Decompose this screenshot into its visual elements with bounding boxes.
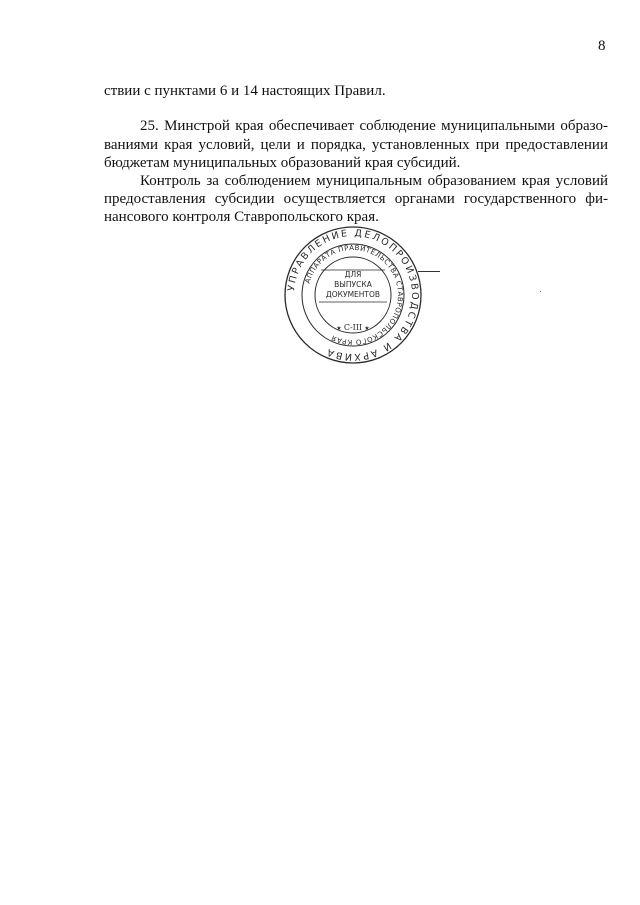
stamp-outer-text: УПРАВЛЕНИЕ ДЕЛОПРОИЗВОДСТВА И АРХИВА <box>286 227 421 363</box>
control-paragraph-line-2: предоставления субсидии осуществляется органами государственного фи- <box>104 191 608 207</box>
stamp-center-line-1: ДЛЯ <box>344 270 362 279</box>
stamp-star-icon: ★ <box>364 325 370 332</box>
text-line-continuation: ствии с пунктами 6 и 14 настоящих Правил. <box>104 83 386 99</box>
control-paragraph-line-1: Контроль за соблюдением муниципальным образованием края условий <box>140 173 608 189</box>
stamp-line-mark <box>418 271 440 272</box>
stamp-center-line-2: ВЫПУСКА <box>334 280 372 289</box>
official-seal-stamp <box>283 225 423 365</box>
paragraph-25-line-2: ваниями края условий, цели и порядка, установленных при предоставлении <box>104 137 608 153</box>
scan-speck <box>540 291 541 292</box>
stamp-code: С-III <box>343 323 363 332</box>
paragraph-25-line-3: бюджетам муниципальных образований края субсидий. <box>104 155 461 171</box>
stamp-star-icon: ★ <box>336 325 342 332</box>
paragraph-25-line-1: 25. Минстрой края обеспечивает соблюдение муниципальными образо- <box>140 118 608 134</box>
page-number: 8 <box>598 38 606 54</box>
control-paragraph-line-3: нансового контроля Ставропольского края. <box>104 209 379 225</box>
stamp-inner-text: АППАРАТА ПРАВИТЕЛЬСТВА СТАВРОПОЛЬСКОГО КРАЯ <box>303 243 405 347</box>
stamp-center-line-3: ДОКУМЕНТОВ <box>325 290 381 299</box>
